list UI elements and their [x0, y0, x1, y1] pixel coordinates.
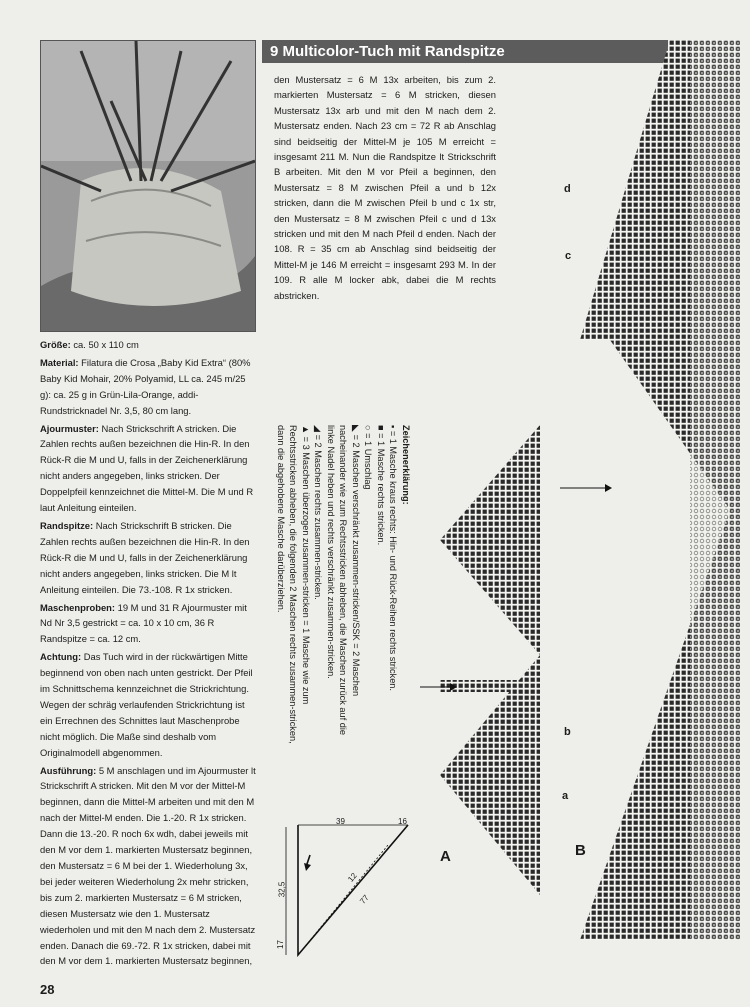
dim-left-bottom: 17 — [275, 940, 285, 949]
schematic-svg — [275, 815, 438, 975]
section-material: Material: Filatura die Crosa „Baby Kid Extra“ (80% Baby Kid Mohair, 20% Polyamid, LL ca. 245 m/25 g): ca. 25 g in Grün-Lila-Orange, addi-Rundstricknadel Nr. 3,5, 80 cm lang. — [40, 356, 251, 416]
legend-item: ▪ = 1 Masche kraus rechts: Hin- und Rück-Reihen rechts stricken. — [388, 425, 399, 691]
photo-illustration — [41, 41, 255, 331]
page-title: 9 Multicolor-Tuch mit Randspitze — [262, 40, 668, 63]
shawl-photo — [40, 40, 256, 332]
center-arrow — [560, 478, 620, 498]
arrow-label-d: d — [564, 183, 571, 195]
chart-b-letter: B — [575, 842, 586, 859]
section-maschenproben: Maschenproben: 19 M und 31 R Ajourmuster mit Nd Nr 3,5 gestrickt = ca. 10 x 10 cm, 36 R Randspitze = ca. 12 cm. — [40, 601, 247, 645]
legend-item: ▲ = 3 Maschen überzogen zusammen-stricken = 1 Masche wie zum Rechtsstricken abheben, die folgenden 2 Maschen rechts zusammen-stricken, dann die abgehobene Masche darüberziehen. — [276, 425, 311, 744]
arrow-label-b: b — [564, 726, 571, 738]
dim-left: 32,5 — [277, 881, 287, 898]
arrow-label-a: a — [562, 790, 569, 802]
section-size: Größe: ca. 50 x 110 cm — [40, 339, 139, 350]
center-arrow-a — [420, 680, 460, 694]
dim-top-left: 39 — [336, 817, 345, 826]
knitting-chart-b — [555, 40, 740, 980]
arrow-label-c: c — [565, 250, 572, 262]
instruction-continuation: den Mustersatz = 6 M 13x arbeiten, bis zum 2. markierten Mustersatz = 6 M stricken, diesen Mustersatz 13x arb und mit den M nach dem 2. Mustersatz enden. Nach 23 cm = 72 R ab Anschlag sind beidseitig der Mittel-M je 105 M erreicht = insgesamt 211 M. Nun die Randspitze lt Strickschrift B arbeiten. Mit den M vor Pfeil a beginnen, den Mustersatz = 8 M zwischen Pfeil a und b 12x stricken, dann die M zwischen Pfeil b und c 1x str, den Mustersatz = 8 M zwischen Pfeil c und d 13x stricken und mit den M nach Pfeil d enden. Nach der 108. R = 35 cm ab Anschlag sind beidseitig der Mittel-M je 146 M erreicht = insgesamt 293 M. In der 109. R alle M locker abk, dabei die M rechts abstricken. — [274, 74, 496, 301]
dim-mid: 12 — [346, 871, 359, 884]
section-ausfuehrung: Ausführung: 5 M anschlagen und im Ajourmuster lt Strickschrift A stricken. Mit den M vor der Mittel-M beginnen, dann die Mittel-M arbeiten und mit den M nach der Mittel-M enden. Die 1.-20. R 1x stricken. Dann die 13.-20. R noch 6x wdh, dabei jeweils mit den M vor dem 1. markierten Mustersatz beginnen, den Mustersatz = 6 M bei der 1. Wiederholung 3x, bei jeder weiteren Wiederholung 2x mehr stricken, bis zum 2. markierten Mustersatz = 6 M stricken, diesen Mustersatz wie den 1. Mustersatz wiederholen und mit den M nach dem 2. Mustersatz enden. Danach die 69.-72. R 1x stricken, dabei mit den M vor dem 1. markierten Mustersatz beginnen, — [40, 764, 256, 967]
page-number: 28 — [40, 982, 55, 997]
dim-diag: 77 — [358, 893, 371, 906]
legend-item: ■ = 1 Masche rechts stricken. — [376, 425, 386, 546]
legend-item: ◣ = 2 Maschen verschränkt zusammen-stricken/SSK = 2 Maschen nacheinander wie zum Rechtsstricken abheben, die Maschen zurück auf die linke Nadel heben und rechts verschränkt zusammen-stricken. — [326, 425, 361, 735]
legend-item: ◢ = 2 Maschen rechts zusammen-stricken. — [313, 425, 324, 600]
legend-title: Zeichenerklärung: — [401, 425, 411, 505]
left-column — [40, 337, 258, 971]
dim-top-right: 16 — [398, 817, 407, 826]
section-randspitze: Randspitze: Nach Strickschrift B stricken. Die Zahlen rechts außen bezeichnen die Hin-R. In den Rück-R die M und U, falls in der Zeichenerklärung nicht anders angegeben, links stricken. Die M lt Anleitung einteilen. Die 73.-108. R 1x stricken. — [40, 519, 250, 595]
chart-b-eyelets — [690, 40, 740, 940]
symbol-legend — [275, 425, 413, 745]
section-achtung: Achtung: Das Tuch wird in der rückwärtigen Mitte beginnend von oben nach unten gestrickt. Der Pfeil im Schnittschema kennzeichnet die Strickrichtung. Wegen der schräg verlaufenden Strickrichtung ist ein Errechnen des Schnittes laut Maschenprobe nicht möglich. Die Maße sind deshalb vom Originalmodell abgenommen. — [40, 651, 253, 758]
section-ajourmuster: Ajourmuster: Nach Strickschrift A stricken. Die Zahlen rechts außen bezeichnen die Hin-R. In den Rück-R die M und U, falls in der Zeichenerklärung nicht anders angegeben, links stricken. Der Doppelpfeil kennzeichnet die Mittel-M. Die M und R laut Anleitung einteilen. — [40, 422, 254, 514]
schematic-diagram — [275, 815, 438, 975]
chart-a-upper — [440, 425, 540, 655]
legend-item: ○ = 1 Umschlag — [363, 425, 374, 490]
chart-a-letter: A — [440, 848, 451, 865]
